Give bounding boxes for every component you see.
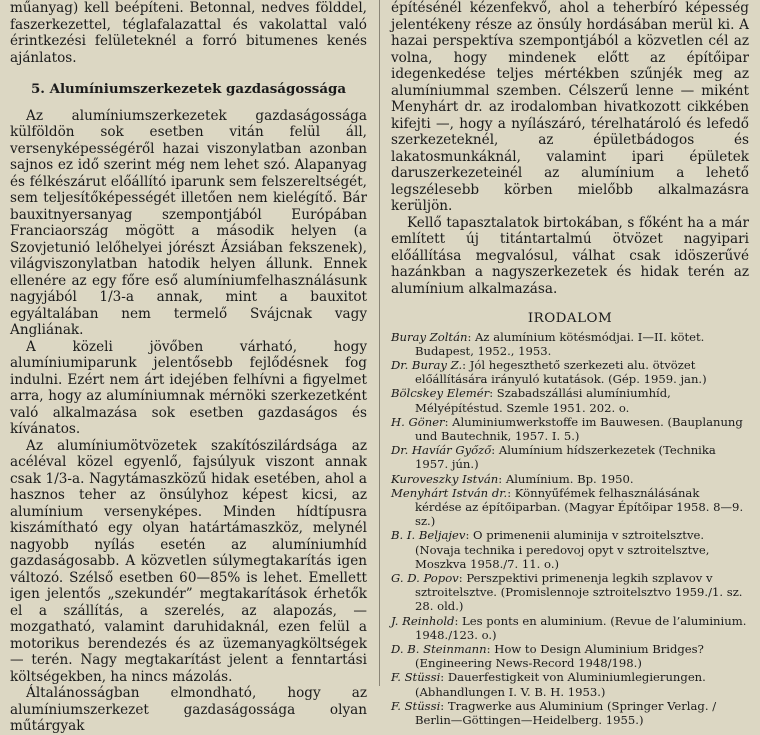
right-column xyxy=(391,0,749,727)
reference-text: : Jól hegeszthető szerkezeti alu. ötvözet előállítására irányuló kutatások. (Gép. 1959. jan.) xyxy=(415,357,707,387)
column-divider xyxy=(379,0,380,686)
reference-item xyxy=(391,571,749,614)
reference-text: : How to Design Aluminium Bridges? (Engineering News-Record 1948/198.) xyxy=(415,641,704,671)
reference-item xyxy=(391,614,749,642)
body-paragraph: építésénél kézenfekvő, ahol a teherbíró képesség jelentékeny része az önsúly hordásában merül ki. A hazai perspektíva szempontjából a közvetlen cél az volna, hogy mindenek előtt az építőipar idegenkedése teljes mértékben szűnjék meg az alumíniummal szemben. Célszerű lenne — miként Menyhárt dr. az irodalomban hivatkozott cikkében kifejti —, hogy a nyílászáró, térelhatároló és lefedő szerkezeteknél, az épületbádogos és lakatosmunkáknál, valamint ipari épületek daruszerkezeteinél az alumínium a lehető legszélesebb körben mielőbb alkalmazásra kerüljön. xyxy=(391,0,749,214)
reference-item xyxy=(391,642,749,670)
reference-item xyxy=(391,472,749,486)
reference-text: : Perszpektivi primenenja legkih szplavov v sztroitelsztve. (Promislennoje sztroitelsztvo 1959./1. sz. 28. old.) xyxy=(415,570,743,614)
reference-author: B. I. Beljajev xyxy=(391,528,466,543)
body-paragraph: Általánosságban elmondható, hogy az alumíniumszerkezet gazdaságossága olyan műtárgyak xyxy=(10,685,367,734)
reference-author: G. D. Popov xyxy=(391,570,459,585)
reference-author: F. Stüssi xyxy=(391,698,441,713)
reference-text: : Tragwerke aus Aluminium (Springer Verlag. / Berlin—Göttingen—Heidelberg. 1955.) xyxy=(415,698,717,727)
intro-paragraph: műanyag) kell beépíteni. Betonnal, nedves földdel, faszerkezettel, téglafalazattal és vakolattal való érintkezési felületeknél a forró bitumenes kenés ajánlatos. xyxy=(10,0,367,66)
reference-text: : Alumínium hídszerkezetek (Technika 1957. jún.) xyxy=(415,443,716,472)
reference-item xyxy=(391,528,749,571)
reference-author: H. Göner xyxy=(391,414,445,429)
reference-text: : Könnyűfémek felhasználásának kérdése az építőiparban. (Magyar Építőipar 1958. 8—9. sz.) xyxy=(415,485,744,529)
references-heading: IRODALOM xyxy=(527,311,613,326)
reference-text: : Les ponts en aluminium. (Revue de l’aluminium. 1948./123. o.) xyxy=(415,613,747,642)
reference-author: F. Stüssi xyxy=(391,670,441,685)
reference-item xyxy=(391,330,749,358)
reference-author: J. Reinhold xyxy=(391,613,455,628)
reference-item xyxy=(391,415,749,443)
reference-item xyxy=(391,386,749,414)
left-column xyxy=(10,0,367,735)
reference-text: : Dauerfestigkeit von Aluminiumlegierungen. (Abhandlungen I. V. B. H. 1953.) xyxy=(415,670,706,699)
reference-item xyxy=(391,670,749,698)
reference-item xyxy=(391,699,749,727)
reference-text: : Szabadszállási alumíniumhíd, Mélyépítéstud. Szemle 1951. 202. o. xyxy=(415,386,671,415)
reference-item xyxy=(391,358,749,386)
reference-author: Bölcskey Elemér xyxy=(391,386,490,401)
reference-author: Kuroveszky István xyxy=(391,471,499,486)
body-paragraph: Kellő tapasztalatok birtokában, s főként ha a már említett új titántartalmú ötvözet nagyipari előállítása megvalósul, válhat csak idöszerűvé hazánkban a nagyszerkezetek és hidak terén az alumínium alkalmazása. xyxy=(391,214,749,297)
section-heading: 5. Alumíniumszerkezetek gazdaságossága xyxy=(30,81,347,97)
reference-author: Dr. Havíár Győző xyxy=(391,443,492,458)
body-paragraph: A közeli jövőben várható, hogy alumíniumiparunk jelentősebb fejlődésnek fog indulni. Ezért nem árt idejében felhívni a figyelmet arra, hogy az alumíniumnak mérnöki szerkezetként való alkalmazása sok esetben gazdaságos és kívánatos. xyxy=(10,338,367,437)
reference-author: Menyhárt István dr. xyxy=(391,485,508,500)
reference-text: : Aluminiumwerkstoffe im Bauwesen. (Bauplanung und Bautechnik, 1957. I. 5.) xyxy=(415,414,743,443)
reference-text: : O primenenii aluminija v sztroitelsztve. (Novaja technika i peredovoj opyt v sztroitelsztve, Moszkva 1958./7. 11. o.) xyxy=(415,528,710,571)
reference-text: : Az alumínium kötésmódjai. I—II. kötet. Budapest, 1952., 1953. xyxy=(415,329,705,358)
body-paragraph: Az alumíniumötvözetek szakítószilárdsága az acéléval közel egyenlő, fajsúlyuk viszont annak csak 1/3-a. Nagytámaszközű hidak esetében, ahol a hasznos teher az önsúlyhoz képest kicsi, az alumínium versenyképes. Minden hídtípusra kiszámítható egy olyan határtámaszköz, melynél nagyobb nyílás esetén az alumíniumhíd gazdaságosabb. A közvetlen súlymegtakarítás igen változó. Szélső esetben 60—85% is lehet. Emellett igen jelentős „szekundér” megtakarítások érhetők el a szállítás, a szerelés, az alapozás, — mozgatható, valamint daruhidaknál, ezen felül a motorikus berendezés és az üzemanyagköltségek — terén. Nagy megtakarítást jelent a fenntartási költségekben, ha nincs mázolás. xyxy=(10,437,367,685)
reference-item xyxy=(391,486,749,529)
reference-list xyxy=(391,330,749,728)
reference-item xyxy=(391,443,749,471)
body-paragraph: Az alumíniumszerkezetek gazdaságossága külföldön sok esetben vitán felül áll, versenyképességéről hazai viszonylatban azonban sajnos ez idő szerint még nem lehet szó. Alapanyag és félkészárut előállító iparunk sem felszereltségét, sem teljesítőképességét illetően nem kielégítő. Bár bauxitnyersanyag szempontjából Európában Franciaország mögött a második helyen (a Szovjetunió lelőhelyei jórészt Ázsiában fekszenek), világviszonylatban hatodik helyen állunk. Ennek ellenére az egy főre eső alumíniumfelhasználásunk nagyjából 1/3-a annak, mint a bauxitot egyáltalában nem termelő Svájcnak vagy Angliának. xyxy=(10,107,367,338)
reference-author: Dr. Buray Z. xyxy=(391,357,463,372)
reference-author: D. B. Steinmann xyxy=(391,641,487,656)
reference-author: Buray Zoltán xyxy=(391,329,468,344)
reference-text: : Alumínium. Bp. 1950. xyxy=(498,471,634,486)
